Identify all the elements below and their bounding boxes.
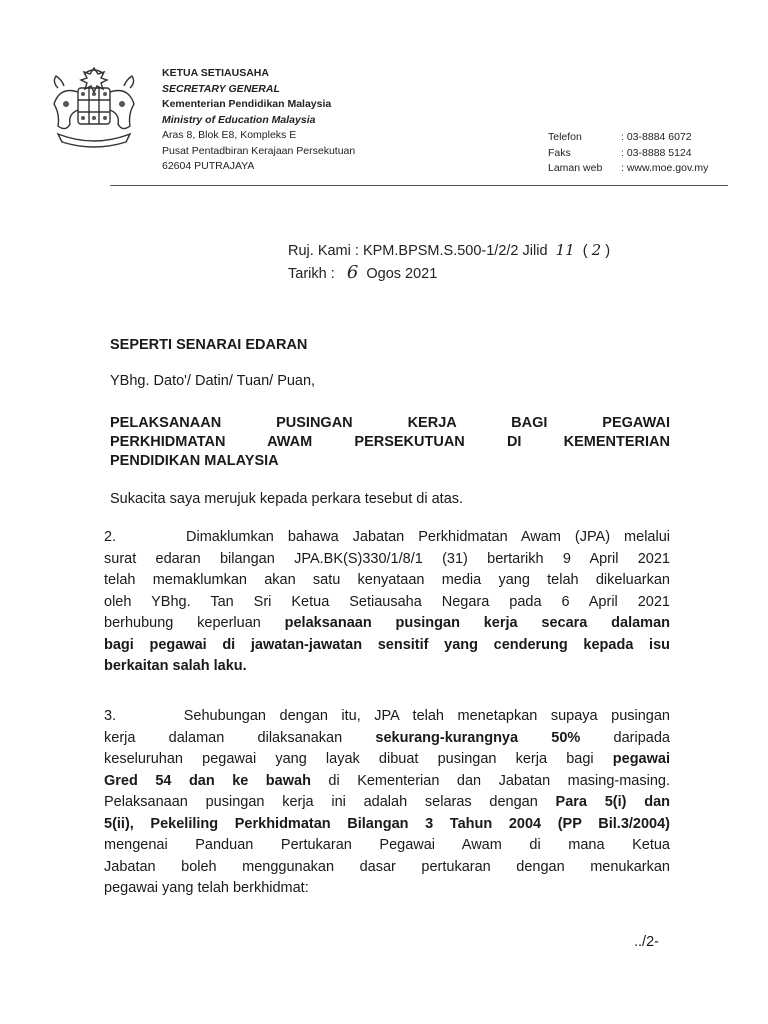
paragraph-3-line: pegawai yang telah berkhidmat:: [104, 880, 309, 896]
recipient-heading: SEPERTI SENARAI EDARAN: [110, 337, 308, 353]
ref-number-handwritten: 2: [591, 241, 602, 259]
paragraph-2-line: 2. Dimaklumkan bahawa Jabatan Perkhidmatan Awam (JPA) melalui: [104, 529, 670, 545]
phone-value: : 03-8884 6072: [621, 131, 692, 143]
subject-line-3: PENDIDIKAN MALAYSIA: [110, 453, 279, 469]
ref-volume-handwritten: 11: [555, 241, 575, 259]
bold-text-run: pelaksanaan pusingan kerja secara dalaman: [284, 615, 670, 631]
bold-text-run: Para 5(i) dan: [555, 794, 670, 810]
ref-paren-open: (: [582, 243, 588, 259]
paragraph-3-line: [104, 792, 670, 814]
web-row: [548, 161, 708, 177]
paragraph-2-line: surat edaran bilangan JPA.BK(S)330/1/8/1 (31) bertarikh 9 April 2021: [104, 550, 670, 567]
text-run: di Kementerian dan Jabatan masing-masing.: [310, 772, 670, 789]
paragraph-3-line: 3. Sehubungan dengan itu, JPA telah menetapkan supaya pusingan: [104, 708, 670, 724]
ref-label: Ruj. Kami :: [288, 243, 359, 259]
address-line-1: Aras 8, Blok E8, Kompleks E: [162, 129, 297, 141]
reference-line: [288, 240, 610, 262]
text-run: keseluruhan pegawai yang layak dibuat pusingan kerja bagi: [104, 751, 613, 767]
paragraph-2-line: oleh YBhg. Tan Sri Ketua Setiausaha Negara pada 6 April 2021: [104, 593, 670, 610]
title-en: SECRETARY GENERAL: [162, 82, 280, 95]
web-value: : www.moe.gov.my: [621, 162, 709, 174]
ref-value: KPM.BPSM.S.500-1/2/2 Jilid: [362, 243, 548, 259]
subject-line-2: PERKHIDMATAN AWAM PERSEKUTUAN DI KEMENTERIAN: [110, 434, 670, 450]
paragraph-1: Sukacita saya merujuk kepada perkara tesebut di atas.: [110, 491, 464, 507]
date-day-handwritten: 6: [346, 262, 359, 283]
fax-value: : 03-8888 5124: [621, 146, 692, 159]
paragraph-3-line: [104, 771, 670, 793]
reference-block: [288, 240, 610, 285]
text-run: kerja dalaman dilaksanakan: [104, 729, 376, 746]
ref-paren-close: ): [605, 243, 611, 259]
date-line: [288, 262, 610, 285]
paragraph-3-line: [104, 728, 670, 750]
letterhead-divider: [110, 185, 728, 186]
subject-heading: [110, 414, 670, 471]
phone-row: [548, 130, 708, 146]
paragraph-3-line: Jabatan boleh menggunakan dasar pertukaran dengan menukarkan: [104, 858, 670, 875]
address-line-3: 62604 PUTRAJAYA: [162, 160, 255, 172]
date-label: Tarikh :: [288, 266, 335, 282]
letterhead-contact: [548, 130, 708, 177]
paragraph-3-line: 5(ii), Pekeliling Perkhidmatan Bilangan 3 Tahun 2004 (PP Bil.3/2004): [104, 815, 670, 832]
paragraph-2-line: [104, 613, 670, 635]
title-ms: KETUA SETIAUSAHA: [162, 67, 269, 79]
text-run: Pelaksanaan pusingan kerja ini adalah selaras dengan: [104, 794, 556, 810]
text-run: daripada: [580, 729, 670, 746]
address-line-2: Pusat Pentadbiran Kerajaan Persekutuan: [162, 144, 356, 157]
fax-row: [548, 146, 708, 162]
phone-label: Telefon: [548, 131, 582, 143]
page-continuation-marker: ../2-: [634, 934, 659, 950]
bold-text-run: pegawai: [612, 751, 670, 767]
text-run: berhubung keperluan: [104, 615, 285, 631]
date-rest: Ogos 2021: [366, 266, 438, 282]
fax-label: Faks: [548, 146, 571, 159]
malaysia-coat-of-arms-logo: [44, 64, 144, 148]
subject-line-1: PELAKSANAAN PUSINGAN KERJA BAGI PEGAWAI: [110, 415, 670, 431]
web-label: Laman web: [548, 162, 603, 174]
salutation: YBhg. Dato'/ Datin/ Tuan/ Puan,: [110, 373, 316, 389]
paragraph-3-line: [104, 749, 670, 771]
paragraph-3: [104, 706, 670, 900]
paragraph-2-line: bagi pegawai di jawatan-jawatan sensitif yang cenderung kepada isu: [104, 636, 670, 653]
ministry-en: Ministry of Education Malaysia: [162, 113, 316, 126]
ministry-ms: Kementerian Pendidikan Malaysia: [162, 98, 332, 110]
bold-text-run: sekurang-kurangnya 50%: [375, 729, 581, 746]
bold-text-run: Gred 54 dan ke bawah: [104, 772, 311, 789]
paragraph-3-line: mengenai Panduan Pertukaran Pegawai Awam di mana Ketua: [104, 837, 670, 853]
paragraph-2-line: telah memaklumkan akan satu kenyataan media yang telah dikeluarkan: [104, 572, 670, 588]
paragraph-2: [104, 527, 670, 678]
letterhead-address: [162, 66, 355, 175]
paragraph-2-line: berkaitan salah laku.: [104, 658, 247, 674]
